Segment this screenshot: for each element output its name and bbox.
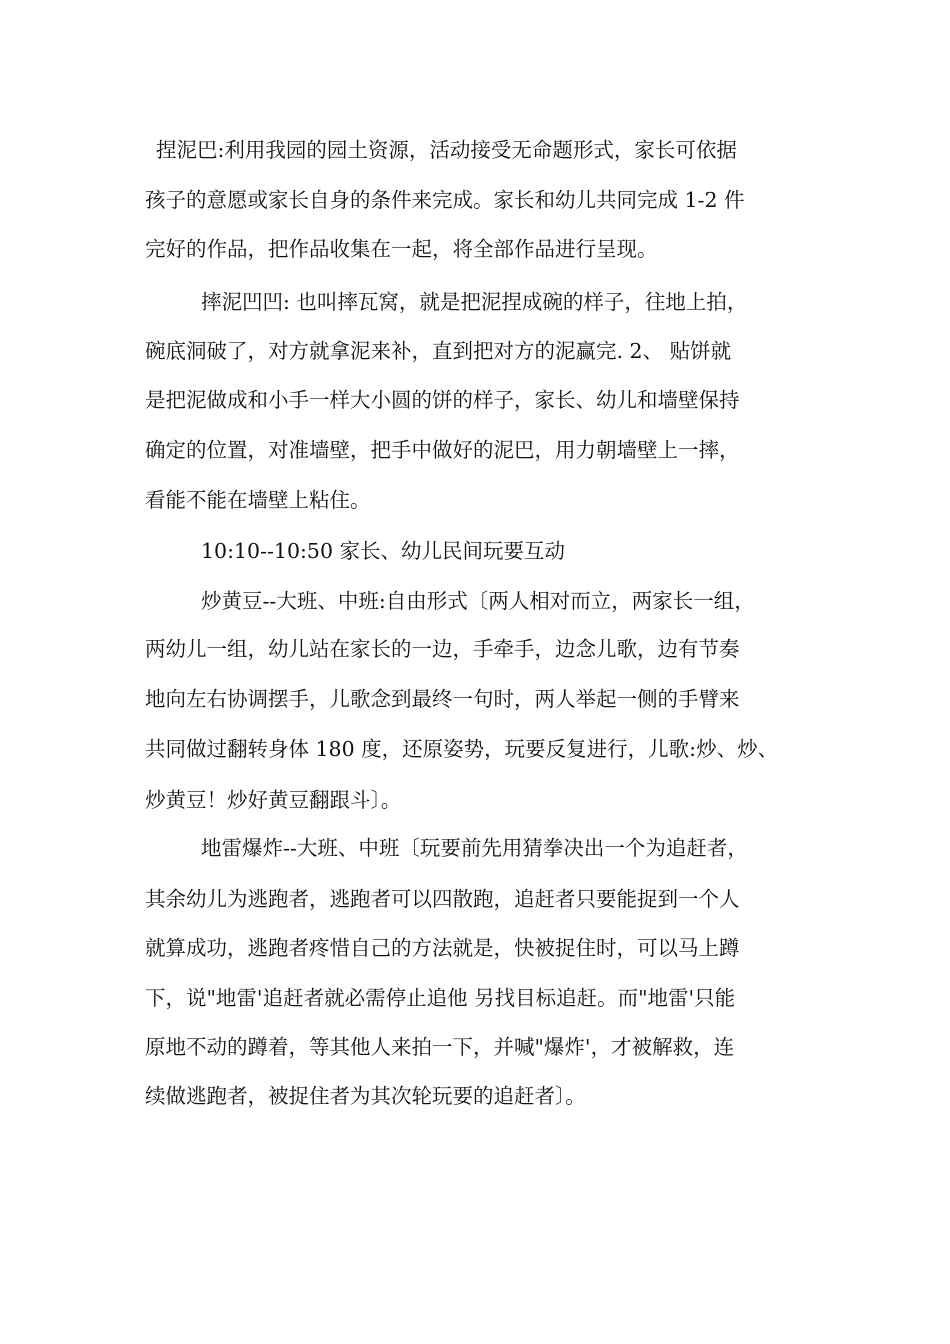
text-line: 两幼儿一组，幼儿站在家长的一边，手牵手，边念儿歌，边有节奏 <box>145 637 740 661</box>
text-line: 下，说"地雷'追赶者就必需停止追他 另找目标追赶。而"地雷'只能 <box>145 986 736 1010</box>
text-line: 完好的作品，把作品收集在一起，将全部作品进行呈现。 <box>145 237 658 261</box>
text-line: 看能不能在墙壁上粘住。 <box>145 488 371 512</box>
text-line: 共同做过翻转身体 180 度，还原姿势，玩要反复进行，儿歌:炒、炒、 <box>145 737 779 761</box>
text-line: 炒黄豆--大班、中班:自由形式〔两人相对而立，两家长一组， <box>201 589 755 613</box>
text-line: 摔泥凹凹: 也叫摔瓦窝，就是把泥捏成碗的样子，往地上拍， <box>201 290 748 314</box>
text-line: 孩子的意愿或家长自身的条件来完成。家长和幼儿共同完成 1-2 件 <box>145 188 745 212</box>
text-line: 10:10--10:50 家长、幼儿民间玩要互动 <box>201 539 566 563</box>
text-line: 是把泥做成和小手一样大小圆的饼的样子，家长、幼儿和墙壁保持 <box>145 388 740 412</box>
text-line: 就算成功，逃跑者疼惜自己的方法就是，快被捉住时，可以马上蹲 <box>145 936 740 960</box>
text-line: 其余幼儿为逃跑者，逃跑者可以四散跑，追赶者只要能捉到一个人 <box>145 887 740 911</box>
text-line: 原地不动的蹲着，等其他人来拍一下，并喊"爆炸'，才被解救，连 <box>145 1035 735 1059</box>
text-line: 碗底洞破了，对方就拿泥来补，直到把对方的泥赢完. 2、 贴饼就 <box>145 339 732 363</box>
text-line: 地向左右协调摆手，儿歌念到最终一句时，两人举起一侧的手臂来 <box>145 687 740 711</box>
text-line: 确定的位置，对准墙壁，把手中做好的泥巴，用力朝墙壁上一摔， <box>145 438 740 462</box>
text-line: 捏泥巴:利用我园的园土资源，活动接受无命题形式，家长可依据 <box>156 138 737 162</box>
text-line: 炒黄豆！炒好黄豆翻跟斗〕。 <box>145 788 402 812</box>
text-line: 续做逃跑者，被捉住者为其次轮玩要的追赶者〕。 <box>145 1084 586 1108</box>
text-line: 地雷爆炸--大班、中班〔玩要前先用猜拳决出一个为追赶者， <box>201 836 748 860</box>
